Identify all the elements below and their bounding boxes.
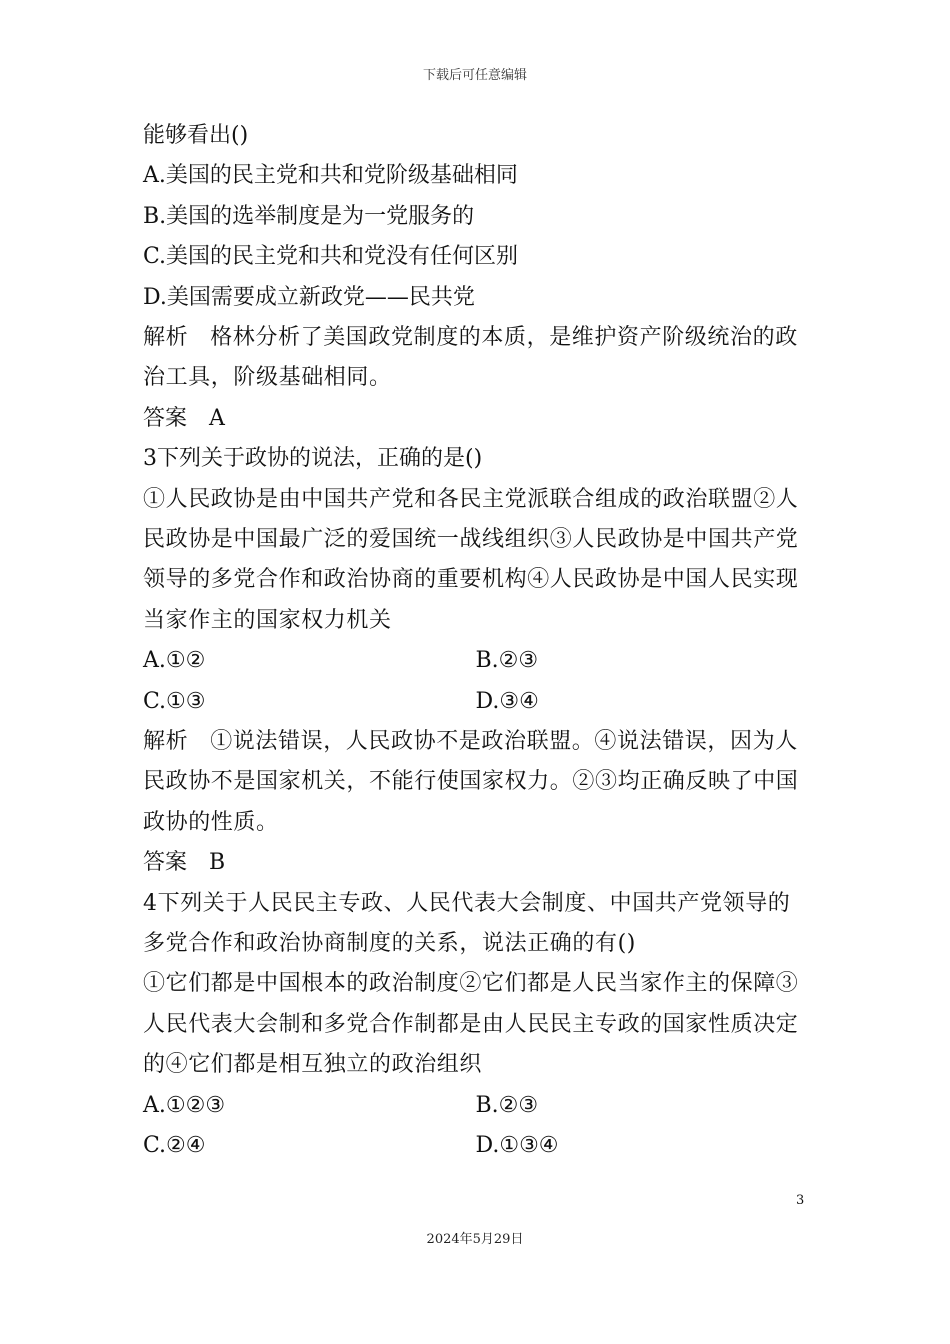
q4-stem: 4下列关于人民民主专政、人民代表大会制度、中国共产党领导的多党合作和政治协商制度的关系，说法正确的有() <box>143 890 791 956</box>
q3-items: ①人民政协是由中国共产党和各民主党派联合组成的政治联盟②人民政协是中国最广泛的爱国统一战线组织③人民政协是中国共产党领导的多党合作和政治协商的重要机构④人民政协是中国人民实现当家作主的国家权力机关 <box>143 486 799 633</box>
q3-analysis <box>143 722 808 843</box>
answer-label: 答案 <box>143 405 188 431</box>
q4-options-row-1 <box>143 1086 808 1126</box>
q3-stem: 3下列关于政协的说法，正确的是() <box>143 446 483 472</box>
answer-label: 答案 <box>143 850 188 876</box>
page-footer-date: 2024年5月29日 <box>426 1232 524 1247</box>
q2-option-d: D.美国需要成立新政党——民共党 <box>143 284 475 310</box>
q3-option-c: C.①③ <box>143 688 206 714</box>
q4-options-row-2 <box>143 1126 808 1166</box>
analysis-label: 解析 <box>143 324 189 350</box>
q2-option-a: A.美国的民主党和共和党阶级基础相同 <box>143 163 518 189</box>
q4-items: ①它们都是中国根本的政治制度②它们都是人民当家作主的保障③人民代表大会制和多党合作制都是由人民民主专政的国家性质决定的④它们都是相互独立的政治组织 <box>143 971 799 1078</box>
q2-stem-end: 能够看出() <box>143 123 249 148</box>
q2-answer <box>143 399 808 439</box>
analysis-text: 格林分析了美国政党制度的本质，是维护资产阶级统治的政治工具，阶级基础相同。 <box>143 324 798 391</box>
answer-value: B <box>209 850 226 876</box>
q4-option-b: B.②③ <box>475 1092 539 1118</box>
page-number: 3 <box>796 1193 805 1208</box>
q2-analysis <box>143 318 808 399</box>
q3-option-a: A.①② <box>143 648 206 674</box>
q4-option-c: C.②④ <box>143 1132 206 1158</box>
document-body <box>143 116 808 1166</box>
analysis-text: ①说法错误，人民政协不是政治联盟。④说法错误，因为人民政协不是国家机关，不能行使国家权力。②③均正确反映了中国政协的性质。 <box>143 728 799 835</box>
q3-answer <box>143 843 808 883</box>
q2-option-c: C.美国的民主党和共和党没有任何区别 <box>143 244 519 270</box>
q2-option-b: B.美国的选举制度是为一党服务的 <box>143 203 475 229</box>
q3-option-b: B.②③ <box>475 648 539 674</box>
analysis-label: 解析 <box>143 728 189 754</box>
q3-options-row-1 <box>143 641 808 681</box>
q4-option-a: A.①②③ <box>143 1092 226 1118</box>
answer-value: A <box>209 405 225 431</box>
page-header: 下载后可任意编辑 <box>422 68 527 83</box>
q3-option-d: D.③④ <box>475 688 539 714</box>
q4-option-d: D.①③④ <box>475 1132 559 1158</box>
q3-options-row-2 <box>143 682 808 722</box>
